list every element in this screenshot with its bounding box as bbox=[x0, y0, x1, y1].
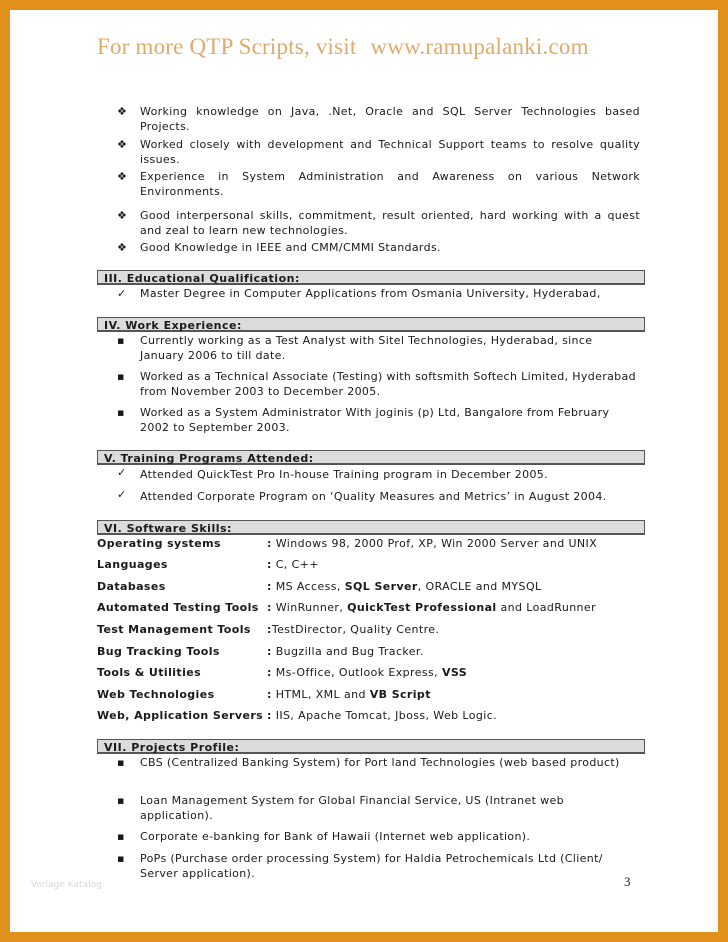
page-header bbox=[97, 34, 589, 60]
skill-label: Web Technologies bbox=[97, 688, 215, 701]
checkmark-icon: ✓ bbox=[117, 287, 127, 300]
skill-value-part: IIS, Apache Tomcat, Jboss, Web Logic. bbox=[271, 709, 498, 722]
square-bullet-icon: ▪ bbox=[117, 406, 125, 419]
list-item-text: Attended Corporate Program on ‘Quality Measures and Metrics’ in August 2004. bbox=[140, 490, 607, 503]
skill-value bbox=[267, 536, 597, 551]
skill-value-part: MS Access, bbox=[271, 580, 345, 593]
diamond-bullet-icon: ❖ bbox=[117, 241, 128, 254]
square-bullet-icon: ▪ bbox=[117, 370, 125, 383]
watermark: Vorlage Katalog bbox=[31, 880, 102, 890]
skill-value bbox=[267, 557, 319, 572]
skill-value bbox=[267, 622, 439, 637]
list-item-text: Experience in System Administration and Awareness on various Network Environments. bbox=[140, 170, 640, 198]
skill-value-part: Windows 98, 2000 Prof, XP, Win 2000 Server and UNIX bbox=[271, 537, 598, 550]
section-work-experience: IV. Work Experience: bbox=[97, 317, 645, 332]
list-item-text: Loan Management System for Global Financial Service, US (Intranet web application). bbox=[140, 794, 564, 822]
skill-label: Web, Application Servers bbox=[97, 709, 264, 722]
skill-value-part: Ms-Office, Outlook Express, bbox=[271, 666, 442, 679]
skill-value bbox=[267, 665, 467, 680]
skill-label: Databases bbox=[97, 580, 166, 593]
square-bullet-icon: ▪ bbox=[117, 852, 125, 865]
skill-value-part: HTML, XML and bbox=[271, 688, 370, 701]
diamond-bullet-icon: ❖ bbox=[117, 209, 128, 222]
skill-separator: : bbox=[267, 688, 272, 701]
diamond-bullet-icon: ❖ bbox=[117, 138, 128, 151]
skill-value-part: VB Script bbox=[369, 688, 431, 701]
list-item-text: CBS (Centralized Banking System) for Port land Technologies (web based product) bbox=[140, 756, 620, 769]
skill-value-part: , ORACLE and MYSQL bbox=[417, 580, 542, 593]
skill-label: Automated Testing Tools bbox=[97, 601, 259, 614]
square-bullet-icon: ▪ bbox=[117, 794, 125, 807]
list-item-text: Worked closely with development and Technical Support teams to resolve quality issues. bbox=[140, 138, 640, 166]
diamond-bullet-icon: ❖ bbox=[117, 170, 128, 183]
skill-separator: : bbox=[267, 537, 272, 550]
square-bullet-icon: ▪ bbox=[117, 756, 125, 769]
header-url[interactable]: www.ramupalanki.com bbox=[370, 34, 589, 59]
list-item-text: PoPs (Purchase order processing System) for Haldia Petrochemicals Ltd (Client/ Server application). bbox=[140, 852, 603, 880]
list-item-text: Worked as a Technical Associate (Testing) with softsmith Softech Limited, Hyderabad from November 2003 to December 2005. bbox=[140, 370, 636, 398]
skill-value bbox=[267, 708, 497, 723]
skill-separator: : bbox=[267, 558, 272, 571]
page-number: 3 bbox=[624, 874, 631, 889]
skill-separator: : bbox=[267, 709, 272, 722]
skill-value-part: WinRunner, bbox=[271, 601, 348, 614]
square-bullet-icon: ▪ bbox=[117, 830, 125, 843]
checkmark-icon: ✓ bbox=[117, 488, 127, 501]
square-bullet-icon: ▪ bbox=[117, 334, 125, 347]
skill-value bbox=[267, 579, 542, 594]
skill-value-part: SQL Server bbox=[344, 580, 418, 593]
skill-separator: : bbox=[267, 645, 272, 658]
list-item-text: Good Knowledge in IEEE and CMM/CMMI Standards. bbox=[140, 241, 441, 254]
skill-label: Test Management Tools bbox=[97, 623, 251, 636]
header-prefix: For more QTP Scripts, visit bbox=[97, 34, 357, 59]
list-item-text: Corporate e-banking for Bank of Hawaii (Internet web application). bbox=[140, 830, 531, 843]
skill-separator: : bbox=[267, 580, 272, 593]
skill-separator: : bbox=[267, 666, 272, 679]
list-item-text: Master Degree in Computer Applications from Osmania University, Hyderabad, bbox=[140, 287, 601, 300]
skill-label: Bug Tracking Tools bbox=[97, 645, 220, 658]
skill-label: Tools & Utilities bbox=[97, 666, 202, 679]
skill-value-part: VSS bbox=[441, 666, 468, 679]
list-item-text: Worked as a System Administrator With joginis (p) Ltd, Bangalore from February 2002 to September 2003. bbox=[140, 406, 610, 434]
checkmark-icon: ✓ bbox=[117, 466, 127, 479]
skill-value-part: and LoadRunner bbox=[496, 601, 597, 614]
skill-label: Operating systems bbox=[97, 537, 221, 550]
skill-value-part: C, C++ bbox=[271, 558, 319, 571]
section-education: III. Educational Qualification: bbox=[97, 270, 645, 285]
diamond-bullet-icon: ❖ bbox=[117, 105, 128, 118]
skill-value-part: Bugzilla and Bug Tracker. bbox=[271, 645, 424, 658]
skill-value-part: TestDirector, Quality Centre. bbox=[271, 623, 440, 636]
skill-value bbox=[267, 600, 596, 615]
skill-value-part: QuickTest Professional bbox=[347, 601, 497, 614]
skill-label: Languages bbox=[97, 558, 168, 571]
section-projects: VII. Projects Profile: bbox=[97, 739, 645, 754]
skill-value bbox=[267, 687, 431, 702]
list-item-text: Currently working as a Test Analyst with Sitel Technologies, Hyderabad, since January 2006 to till date. bbox=[140, 334, 593, 362]
section-training: V. Training Programs Attended: bbox=[97, 450, 645, 465]
skill-separator: : bbox=[267, 601, 272, 614]
list-item-text: Attended QuickTest Pro In-house Training program in December 2005. bbox=[140, 468, 548, 481]
skill-value bbox=[267, 644, 424, 659]
skill-separator: : bbox=[267, 623, 272, 636]
list-item-text: Good interpersonal skills, commitment, result oriented, hard working with a quest and zeal to learn new technologies. bbox=[140, 209, 640, 237]
list-item-text: Working knowledge on Java, .Net, Oracle and SQL Server Technologies based Projects. bbox=[140, 105, 640, 133]
section-software-skills: VI. Software Skills: bbox=[97, 520, 645, 535]
